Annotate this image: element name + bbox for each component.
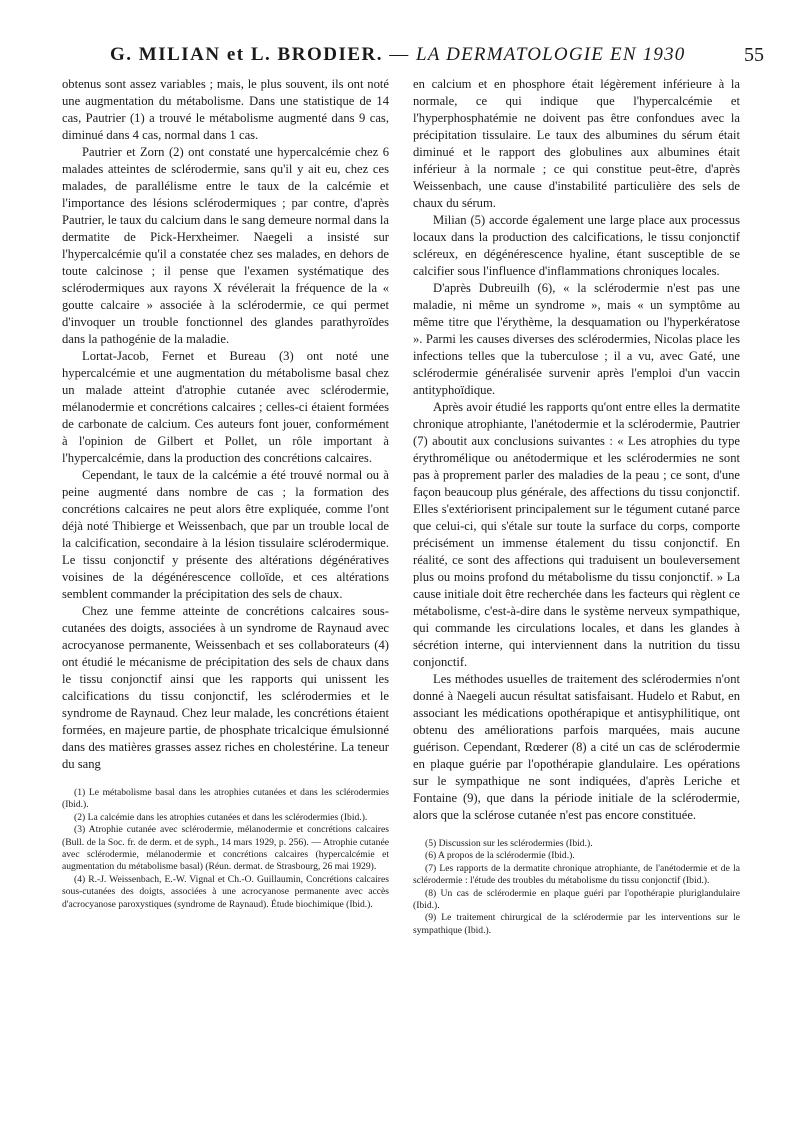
left-paragraph-5: Chez une femme atteinte de concrétions calcaires sous-cutanées des doigts, associées à un syndrome de Raynaud avec acrocyanose permanente, Weissenbach et ses collaborateurs (4) ont étudié le mécanisme de précipitation des sels de chaux dans le tissu conjonctif ainsi que les rapports qui unissent les calcifications du tissu conjonctif, les sclérodermies et le syndrome de Raynaud. Chez leur malade, les concrétions étaient formées, en majeure partie, de phosphate tricalcique émulsionné dans des matières grasses assez riches en cholestérine. La teneur du sang (62, 604, 389, 771)
footnote-8: (8) Un cas de sclérodermie en plaque guéri par l'opothérapie pluriglandulaire (Ibid.). (413, 887, 740, 912)
running-header (60, 44, 772, 80)
left-paragraph-1: obtenus sont assez variables ; mais, le plus souvent, ils ont noté une augmentation du métabolisme. Dans une statistique de 14 cas, Pautrier (1) a trouvé le métabolisme augmenté dans 9 cas, diminué dans 4 cas, normal dans 1 cas. (62, 77, 389, 142)
right-footnotes (413, 838, 740, 937)
page-number: 55 (744, 44, 764, 66)
right-paragraph-1: en calcium et en phosphore était légèrement inférieure à la normale, ce qui indique que l'hypercalcémie et l'hyperphosphatémie ne doivent pas être confondues avec la précipitation tissulaire. Le taux des albumines du sérum était diminué et le rapport des globulines aux albumines était inférieur à la normale ; ce qui constitue peut-être, d'après Weissenbach, une cause d'instabilité particulière des sels de chaux du sérum. (413, 77, 740, 210)
footnote-1: (1) Le métabolisme basal dans les atrophies cutanées et dans les sclérodermies (Ibid.). (62, 787, 389, 811)
footnote-4: (4) R.-J. Weissenbach, E.-W. Vignal et Ch.-O. Guillaumin, Concrétions calcaires sous-cutanées des doigts, associées à une acrocyanose permanente avec accès d'acrocyanose paroxystiques (syndrome de Raynaud). Étude biochimique (Ibid.). (62, 873, 389, 910)
footnote-5: (5) Discussion sur les sclérodermies (Ibid.). (425, 838, 593, 849)
footnote-3: (3) Atrophie cutanée avec sclérodermie, mélanodermie et concrétions calcaires (Bull. de la Soc. fr. de derm. et de syph., 14 mars 1929, p. 256). — Atrophie cutanée avec sclérodermie, mélanodermie et concrétions calcaires (hypercalcémie et augmentation du métabolisme basal) (Réun. dermat. de Strasbourg, 26 mai 1929). (62, 824, 389, 873)
header-title: LA DERMATOLOGIE EN 1930 (415, 44, 686, 65)
running-title (110, 44, 686, 66)
right-paragraph-2: Milian (5) accorde également une large place aux processus locaux dans la production des calcifications, le tissu conjonctif scléreux, en dégénérescence hyaline, étant susceptible de se calcifier sous l'influence d'inflammations chroniques locales. (413, 213, 740, 278)
header-dash: — (389, 44, 410, 65)
right-paragraph-4: Après avoir étudié les rapports qu'ont entre elles la dermatite chronique atrophiante, l'anétodermie et la sclérodermie, Pautrier (7) aboutit aux conclusions suivantes : « Les atrophies du type érythromélique ou anétodermique et les sclérodermies ne sont pas à proprement parler des maladies de la peau ; ce sont, d'une façon beaucoup plus générale, des affections du tissu conjonctif. Elles s'extériorisent principalement sur le tégument cutané parce que celui-ci, qui s'étale sur toute la surface du corps, comporte précisément un immense étalement du tissu conjonctif. En réalité, ce sont des affections qui traduisent un bouleversement plus ou moins profond du métabolisme du tissu conjonctif. » La cause initiale doit être recherchée dans les facteurs qui règlent ce métabolisme, c'est-à-dire dans le système nerveux sympathique, qui commande les circulations locales, et dans les glandes à sécrétion interne, qui interviennent dans la nutrition du tissu conjonctif. (413, 400, 740, 669)
left-footnotes (62, 787, 389, 911)
header-authors: G. MILIAN et L. BRODIER. (110, 44, 383, 65)
left-column (62, 76, 389, 911)
footnote-9: (9) Le traitement chirurgical de la sclérodermie par les interventions sur le sympathique (Ibid.). (413, 912, 740, 936)
left-paragraph-2: Pautrier et Zorn (2) ont constaté une hypercalcémie chez 6 malades atteintes de sclérodermie, sans qu'il y ait eu, chez ces malades, de parallélisme entre le taux de la calcémie et l'importance des lésions sclérodermiques ; par contre, d'après Pautrier, le taux du calcium dans le sang demeure normal dans la dermatite de Pick-Herxheimer. Naegeli a insisté sur l'hypercalcémie qu'il a constatée chez ses malades, en dehors de toute calcinose ; il pense que l'examen systématique des sclérodermiques aux rayons X révélerait la fréquence de la « goutte calcaire » associée à la sclérodermie, ce qui permet d'invoquer un trouble fonctionnel des glandes parathyroïdes dans la pathogénie de la maladie. (62, 145, 389, 346)
footnote-6: (6) A propos de la sclérodermie (Ibid.). (425, 850, 575, 862)
right-paragraph-3: D'après Dubreuilh (6), « la sclérodermie n'est pas une maladie, ni même un syndrome », mais « un symptôme au même titre que l'érythème, la desquamation ou l'hyperkératose ». Parmi les causes diverses des sclérodermies, Nicolas place les infections telles que la tuberculose ; il a vu, avec Gaté, une sclérodermie généralisée survenir après l'emploi d'un vaccin antityphoïdique. (413, 281, 740, 397)
right-paragraph-5: Les méthodes usuelles de traitement des sclérodermies n'ont donné à Naegeli aucun résultat satisfaisant. Hudelo et Rabut, en associant les médications opothérapique et antisyphilitique, ont obtenu des améliorations parfois marquées, mais aucune guérison. Cependant, Rœderer (8) a cité un cas de sclérodermie en plaque guérie par l'opothérapie glandulaire. Les opérations sur le sympathique ne sont indiquées, d'après Leriche et Fontaine (9), que dans la période initiale de la sclérodermie, alors que la sclérose cutanée n'est pas encore constituée. (413, 672, 740, 822)
footnote-2: (2) La calcémie dans les atrophies cutanées et dans les sclérodermies (Ibid.). (74, 811, 368, 823)
right-column (413, 76, 740, 937)
left-paragraph-3: Lortat-Jacob, Fernet et Bureau (3) ont noté une hypercalcémie et une augmentation du métabolisme basal chez un malade atteint d'atrophie cutanée avec sclérodermie, mélanodermie et concrétions calcaires ; celles-ci étaient formées de carbonate de calcium. Ces auteurs font jouer, conformément à l'opinion de Gilbert et Pollet, un rôle important à l'hypercalcémie, dans la production des concrétions calcaires. (62, 349, 389, 465)
left-paragraph-4: Cependant, le taux de la calcémie a été trouvé normal ou à peine augmenté dans nombre de cas ; la formation des concrétions calcaires ne peut alors être expliquée, comme l'ont déjà noté Thibierge et Weissenbach, que par un trouble local de la calcification, secondaire à la lésion tissulaire sclérodermique. Le tissu conjonctif y présente des altérations dégénératives voisines de la dégénérescence colloïde, et ces altérations semblent commander la précipitation des sels de chaux. (62, 468, 389, 601)
footnote-7: (7) Les rapports de la dermatite chronique atrophiante, de l'anétodermie et de la sclérodermie : l'étude des troubles du métabolisme du tissu conjonctif (Ibid.). (413, 862, 740, 887)
